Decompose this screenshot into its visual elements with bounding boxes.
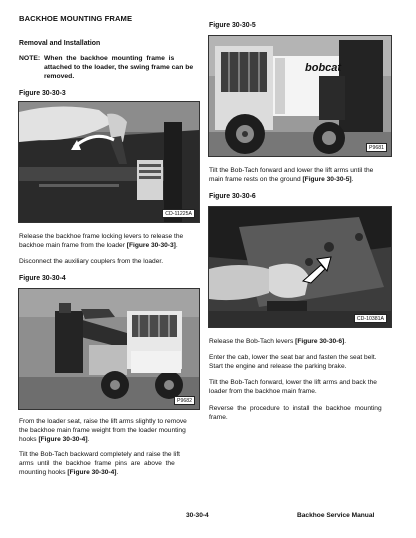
para4-figure-ref: [Figure 30-30-4] [67,469,117,476]
para4-period: . [116,469,119,476]
paragraph-tilt-forward-lower [209,166,391,184]
figure-label-30-30-6: Figure 30-30-6 [209,193,256,200]
para4-line-2: arms until the backhoe frame pins are above the [19,460,175,467]
para3-line-1: From the loader seat, raise the lift arms slightly to remove [19,418,187,425]
bobcat-logo: bobcat [305,62,342,74]
para3-figure-ref: [Figure 30-30-4] [38,436,88,443]
para5-line-1: Tilt the Bob-Tach forward and lower the lift arms until the [209,167,374,174]
paragraph-release-bobtach-levers [209,337,391,346]
para9-line-1: Reverse the procedure to install the backhoe mounting [209,405,382,412]
figure-code-30-30-4: P9682 [174,396,195,405]
para5-period: . [351,176,354,183]
manual-title: Backhoe Service Manual [297,512,375,519]
para3-line-3 [19,435,201,444]
para6-text: Release the Bob-Tach levers [209,338,296,345]
note-label: NOTE: [19,55,41,62]
para1-line-2 [19,241,201,250]
note-line-3: removed. [44,73,75,80]
figure-30-30-4-photo [18,288,200,410]
paragraph-tilt-backward [19,450,201,477]
figure-label-30-30-3: Figure 30-30-3 [19,90,66,97]
paragraph-raise-lift-arms [19,417,201,444]
para7-line-2: Start the engine and release the parking brake. [209,363,347,370]
figure-code-30-30-5: P9681 [366,143,387,152]
para3-text: hooks [19,436,39,443]
para5-line-2 [209,175,391,184]
para5-figure-ref: [Figure 30-30-5] [302,176,352,183]
para3-line-2: the backhoe main frame weight from the loader mounting [19,427,186,434]
page-number: 30-30-4 [186,512,209,519]
note-line-1: When the backhoe mounting frame is [44,55,175,62]
subsection-title: Removal and Installation [19,40,101,47]
para8-line-2: loader from the backhoe main frame. [209,388,317,395]
figure-30-30-5-photo [208,35,392,157]
paragraph-disconnect-couplers: Disconnect the auxiliary couplers from the loader. [19,258,164,265]
figure-label-30-30-5: Figure 30-30-5 [209,22,256,29]
para6-period: . [344,338,347,345]
para4-text: mounting hooks [19,469,68,476]
para6-figure-ref: [Figure 30-30-6] [295,338,345,345]
para3-period: . [87,436,90,443]
note-line-2: attached to the loader, the swing frame can be [44,64,194,71]
paragraph-enter-cab [209,353,391,371]
paragraph-release-levers [19,232,201,250]
paragraph-back-loader [209,378,391,396]
figure-code-30-30-6: CD-10381A [354,314,387,323]
figure-30-30-6-photo [208,206,392,328]
para9-line-2: frame. [209,414,228,421]
figure-label-30-30-4: Figure 30-30-4 [19,275,66,282]
para5-text: main frame rests on the ground [209,176,303,183]
para1-line-1: Release the backhoe frame locking levers to release the [19,233,184,240]
para8-line-1: Tilt the Bob-Tach forward, lower the lift arms and back the [209,379,377,386]
para1-figure-ref: [Figure 30-30-3] [126,242,176,249]
para1-text: backhoe main frame from the loader [19,242,127,249]
para4-line-1: Tilt the Bob-Tach backward completely and raise the lift [19,451,181,458]
para4-line-3 [19,468,201,477]
figure-code-30-30-3: CD-11225A [162,209,195,218]
para1-period: . [175,242,178,249]
section-title: BACKHOE MOUNTING FRAME [19,14,133,23]
figure-30-30-3-photo [18,101,200,223]
paragraph-reverse-procedure [209,404,391,422]
para7-line-1: Enter the cab, lower the seat bar and fasten the seat belt. [209,354,377,361]
